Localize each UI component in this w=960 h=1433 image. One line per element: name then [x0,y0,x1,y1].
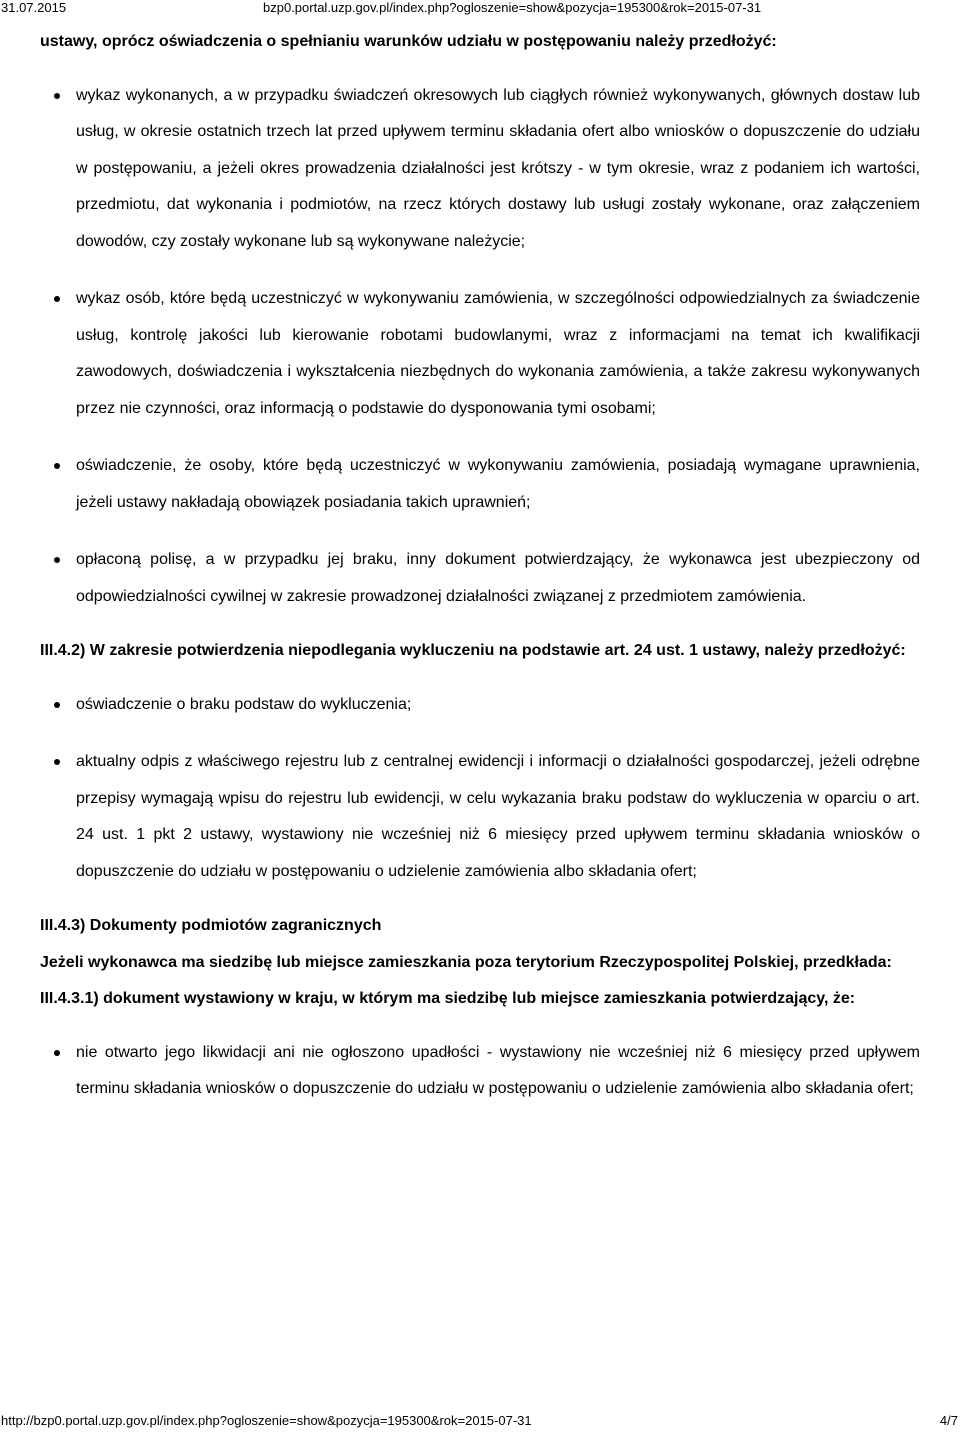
list-item: wykaz wykonanych, a w przypadku świadczeń okresowych lub ciągłych również wykonywanych, głównych dostaw lub usług, w okresie ostatnich trzech lat przed upływem terminu składania ofert albo wniosków o dopuszczenie do udziału w postępowaniu, a jeżeli okres prowadzenia działalności jest krótszy - w tym okresie, wraz z podaniem ich wartości, przedmiotu, dat wykonania i podmiotów, na rzecz których dostawy lub usługi zostały wykonane, oraz załączeniem dowodów, czy zostały wykonane lub są wykonywane należycie; [40,78,920,261]
print-footer-url: http://bzp0.portal.uzp.gov.pl/index.php?ogloszenie=show&pozycja=195300&rok=2015-07-31 [1,1413,532,1428]
list-item: oświadczenie o braku podstaw do wykluczenia; [40,687,920,724]
list-item: aktualny odpis z właściwego rejestru lub z centralnej ewidencji i informacji o działalności gospodarczej, jeżeli odrębne przepisy wymagają wpisu do rejestru lub ewidencji, w celu wykazania braku podstaw do wykluczenia w oparciu o art. 24 ust. 1 pkt 2 ustawy, wystawiony nie wcześniej niż 6 miesięcy przed upływem terminu składania wniosków o dopuszczenie do udziału w postępowaniu o udzielenie zamówienia albo składania ofert; [40,744,920,890]
page-number: 4/7 [939,1413,958,1428]
requirements-list [40,78,920,616]
section-heading-iii-4-3-1: III.4.3.1) dokument wystawiony w kraju, w którym ma siedzibę lub miejsce zamieszkania potwierdzający, że: [40,990,856,1007]
intro-paragraph: ustawy, oprócz oświadczenia o spełnianiu warunków udziału w postępowaniu należy przedłożyć: [40,33,777,50]
section-heading-iii-4-2: III.4.2) W zakresie potwierdzenia niepodlegania wykluczeniu na podstawie art. 24 ust. 1 ustawy, należy przedłożyć: [40,642,906,659]
print-date: 31.07.2015 [1,0,67,15]
foreign-entities-note: Jeżeli wykonawca ma siedzibę lub miejsce zamieszkania poza terytorium Rzeczypospolitej Polskiej, przedkłada: [40,953,892,971]
list-item: opłaconą polisę, a w przypadku jej braku, inny dokument potwierdzający, że wykonawca jest ubezpieczony od odpowiedzialności cywilnej w zakresie prowadzonej działalności związanej z przedmiotem zamówienia. [40,542,920,615]
foreign-documents-list [40,1035,920,1108]
list-item: wykaz osób, które będą uczestniczyć w wykonywaniu zamówienia, w szczególności odpowiedzialnych za świadczenie usług, kontrolę jakości lub kierowanie robotami budowlanymi, wraz z informacjami na temat ich kwalifikacji zawodowych, doświadczenia i wykształcenia niezbędnych do wykonania zamówienia, a także zakresu wykonywanych przez nie czynności, oraz informacją o podstawie do dysponowania tymi osobami; [40,281,920,427]
list-item: nie otwarto jego likwidacji ani nie ogłoszono upadłości - wystawiony nie wcześniej niż 6 miesięcy przed upływem terminu składania wniosków o dopuszczenie do udziału w postępowaniu o udzielenie zamówienia albo składania ofert; [40,1035,920,1108]
exclusion-documents-list [40,687,920,891]
print-header-url: bzp0.portal.uzp.gov.pl/index.php?ogloszenie=show&pozycja=195300&rok=2015-07-31 [263,0,762,15]
section-heading-iii-4-3: III.4.3) Dokumenty podmiotów zagranicznych [40,917,382,934]
print-header [0,0,960,18]
document-content [40,24,920,1108]
print-footer [0,1413,960,1431]
list-item: oświadczenie, że osoby, które będą uczestniczyć w wykonywaniu zamówienia, posiadają wymagane uprawnienia, jeżeli ustawy nakładają obowiązek posiadania takich uprawnień; [40,448,920,521]
